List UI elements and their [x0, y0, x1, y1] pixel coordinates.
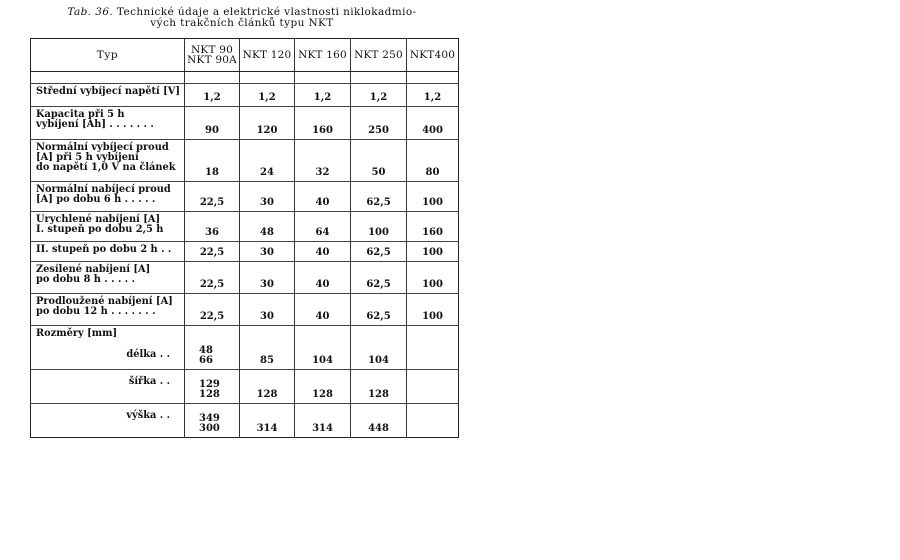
row-label: Normální nabíjecí proud [A] po dobu 6 h . . . . . — [31, 182, 185, 212]
cell-value: 62,5 — [351, 242, 407, 262]
row-label: Kapacita při 5 h vybíjení [Ah] . . . . . . . — [31, 107, 185, 140]
cell-value: 128 — [351, 370, 407, 404]
cell-value: 18 — [185, 140, 240, 182]
cell-value: 36 — [185, 212, 240, 242]
cell-value: 62,5 — [351, 262, 407, 294]
cell-value: 160 — [407, 212, 459, 242]
cell-value: 30 — [240, 182, 295, 212]
spacer-row — [31, 72, 459, 84]
specs-table — [30, 38, 459, 438]
cell-value: 1,2 — [295, 84, 351, 107]
cell-value: 1,2 — [407, 84, 459, 107]
cell-value: 80 — [407, 140, 459, 182]
table-row — [31, 107, 459, 140]
table-row — [31, 84, 459, 107]
cell-value: 62,5 — [351, 182, 407, 212]
table-row — [31, 262, 459, 294]
cell-value: 30 — [240, 242, 295, 262]
cell-value: 64 — [295, 212, 351, 242]
cell-value: 40 — [295, 182, 351, 212]
cell-value: 250 — [351, 107, 407, 140]
table-row — [31, 140, 459, 182]
header-nkt90 — [185, 39, 240, 72]
caption-line2: vých trakčních článků typu NKT — [150, 17, 334, 29]
cell-value: 22,5 — [185, 242, 240, 262]
table-row-sirka — [31, 370, 459, 404]
cell-value: 314 — [295, 404, 351, 438]
cell-value: 50 — [351, 140, 407, 182]
dimensions-label: Rozměry [mm] — [36, 328, 118, 339]
cell-value: 100 — [407, 294, 459, 326]
row-label — [31, 326, 185, 370]
row-label: Prodloužené nabíjení [A] po dobu 12 h . . . . . . . — [31, 294, 185, 326]
cell-empty — [407, 370, 459, 404]
cell-value: 104 — [351, 326, 407, 370]
sirka-label: šířka . . — [128, 376, 170, 387]
header-row — [31, 39, 459, 72]
header-nkt90-line1: NKT 90 — [191, 44, 233, 56]
header-nkt120: NKT 120 — [240, 39, 295, 72]
row-label: Střední vybíjecí napětí [V] — [31, 84, 185, 107]
row-label — [31, 370, 185, 404]
table-row — [31, 212, 459, 242]
cell-value: 1,2 — [351, 84, 407, 107]
cell-value: 128 — [240, 370, 295, 404]
cell-value: 40 — [295, 294, 351, 326]
cell-value: 22,5 — [185, 262, 240, 294]
cell-value: 32 — [295, 140, 351, 182]
cell-value: 104 — [295, 326, 351, 370]
table-row — [31, 294, 459, 326]
header-typ: Typ — [31, 39, 185, 72]
cell-value: 100 — [407, 182, 459, 212]
cell-value: 30 — [240, 262, 295, 294]
vyska-label: výška . . — [126, 410, 170, 421]
table-row — [31, 182, 459, 212]
delka-label: délka . . — [126, 349, 170, 360]
row-label: Zesílené nabíjení [A] po dobu 8 h . . . . . — [31, 262, 185, 294]
cell-empty — [407, 404, 459, 438]
cell-value: 314 — [240, 404, 295, 438]
cell-value: 40 — [295, 262, 351, 294]
cell-empty — [407, 326, 459, 370]
cell-value: 129 128 — [185, 370, 240, 404]
table-row — [31, 242, 459, 262]
cell-value: 48 66 — [185, 326, 240, 370]
cell-value: 24 — [240, 140, 295, 182]
header-nkt250: NKT 250 — [351, 39, 407, 72]
cell-value: 400 — [407, 107, 459, 140]
cell-value: 85 — [240, 326, 295, 370]
cell-value: 160 — [295, 107, 351, 140]
cell-value: 90 — [185, 107, 240, 140]
cell-value: 100 — [407, 242, 459, 262]
row-label: II. stupeň po dobu 2 h . . — [31, 242, 185, 262]
cell-value: 100 — [407, 262, 459, 294]
header-nkt160: NKT 160 — [295, 39, 351, 72]
cell-value: 22,5 — [185, 182, 240, 212]
header-nkt400: NKT400 — [407, 39, 459, 72]
caption-label: Tab. 36. — [67, 6, 114, 18]
cell-value: 62,5 — [351, 294, 407, 326]
table-caption — [22, 7, 462, 29]
row-label — [31, 404, 185, 438]
cell-value: 48 — [240, 212, 295, 242]
caption-line1: Technické údaje a elektrické vlastnosti niklokadmio- — [116, 6, 417, 18]
header-nkt90-line2: NKT 90A — [187, 54, 237, 66]
cell-value: 1,2 — [240, 84, 295, 107]
cell-value: 128 — [295, 370, 351, 404]
cell-value: 120 — [240, 107, 295, 140]
cell-value: 30 — [240, 294, 295, 326]
cell-value: 448 — [351, 404, 407, 438]
table-row-vyska — [31, 404, 459, 438]
cell-value: 100 — [351, 212, 407, 242]
cell-value: 349 300 — [185, 404, 240, 438]
row-label: Normální vybíjecí proud [A] při 5 h vybíjení do napětí 1,0 V na článek — [31, 140, 185, 182]
row-label: Urychlené nabíjení [A] I. stupeň po dobu 2,5 h — [31, 212, 185, 242]
cell-value: 40 — [295, 242, 351, 262]
cell-value: 22,5 — [185, 294, 240, 326]
cell-value: 1,2 — [185, 84, 240, 107]
table-row-delka — [31, 326, 459, 370]
